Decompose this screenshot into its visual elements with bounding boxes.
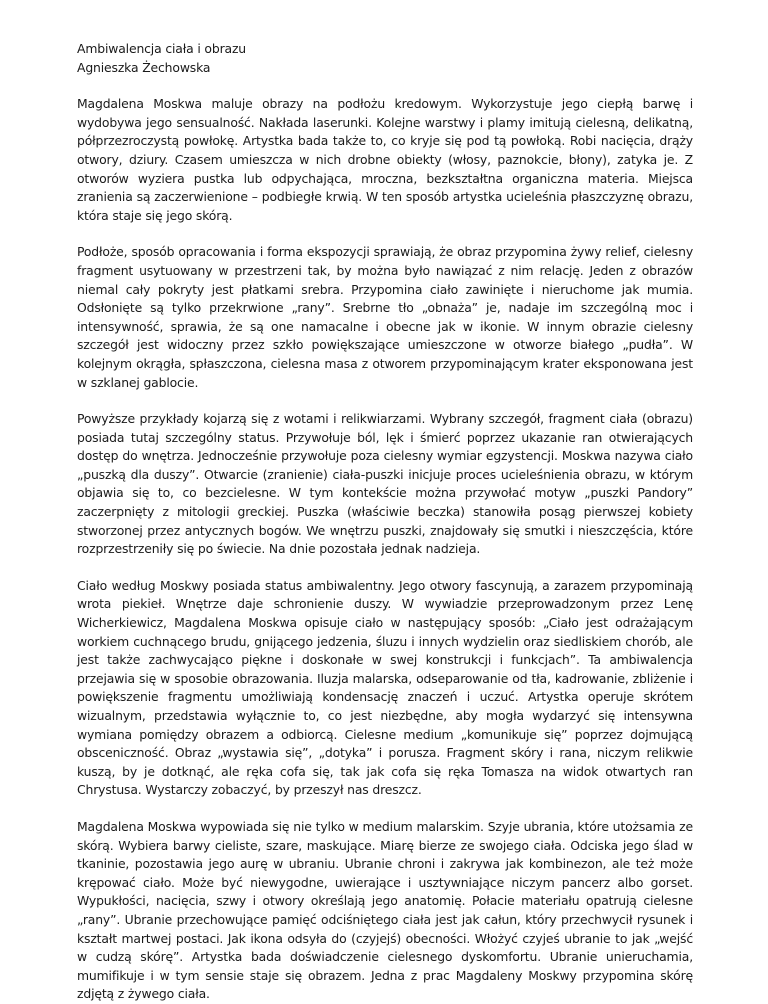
paragraph-5: Magdalena Moskwa wypowiada się nie tylko w medium malarskim. Szyje ubrania, które utożsamia ze skórą. Wybiera barwy cieliste, szare, maskujące. Miarę bierze ze swojego ciała. Odciska jego ślad w tkaninie, pozostawia jego aurę w ubraniu. Ubranie chroni i zakrywa jak kombinezon, ale też może krępować ciało. Może być niewygodne, uwierające i usztywniające niczym pancerz albo gorset. Wypukłości, nacięcia, szwy i otwory określają jego anatomię. Połacie materiału opatrują cielesne „rany”. Ubranie przechowujące pamięć odciśniętego ciała jest jak całun, który przechwycił rysunek i kształt martwej postaci. Jak ikona odsyła do (czyjejś) obecności. Włożyć czyjeś ubranie to jak „wejść w cudzą skórę”. Artystka bada doświadczenie cielesnego dyskomfortu. Ubranie unieruchamia, mumifikuje i w tym sensie staje się obrazem. Jedna z prac Magdaleny Moskwy przypomina skórę zdjętą z żywego ciała. [77,818,693,1002]
paragraph-4: Ciało według Moskwy posiada status ambiwalentny. Jego otwory fascynują, a zarazem przypominają wrota piekieł. Wnętrze daje schronienie duszy. W wywiadzie przeprowadzonym przez Lenę Wicherkiewicz, Magdalena Moskwa opisuje ciało w następujący sposób: „Ciało jest odrażającym workiem cuchnącego brudu, gnijącego jedzenia, śluzu i innych wydzielin oraz siedliskiem chorób, ale jest także zachwycająco piękne i doskonałe w swej konstrukcji i funkcjach”. Ta ambiwalencja przejawia się w sposobie obrazowania. Iluzja malarska, odseparowanie od tła, kadrowanie, zbliżenie i powiększenie fragmentu umożliwiają kondensację znaczeń i uczuć. Artystka operuje skrótem wizualnym, przedstawia wyłącznie to, co jest niezbędne, aby mogła wydarzyć się intensywna wymiana pomiędzy obrazem a odbiorcą. Cielesne medium „komunikuje się” poprzez dojmującą obsceniczność. Obraz „wystawia się”, „dotyka” i porusza. Fragment skóry i rana, niczym relikwie kuszą, by je dotknąć, ale ręka cofa się, tak jak cofa się ręka Tomasza na widok otwartych ran Chrystusa. Wystarczy zobaczyć, by przeszył nas dreszcz. [77,577,693,798]
document-author: Agnieszka Żechowska [77,59,211,75]
document-title: Ambiwalencja ciała i obrazu [77,41,247,56]
document-page [77,40,693,1004]
paragraph-1: Magdalena Moskwa maluje obrazy na podłożu kredowym. Wykorzystuje jego ciepłą barwę i wydobywa jego sensualność. Nakłada laserunki. Kolejne warstwy i plamy imitują cielesną, delikatną, półprzezroczystą powłokę. Artystka bada także to, co kryje się pod tą powłoką. Robi nacięcia, drąży otwory, dziury. Czasem umieszcza w nich drobne obiekty (włosy, paznokcie, błony), zatyka je. Z otworów wyziera pustka lub odpychająca, mroczna, bezkształtna organiczna materia. Miejsca zranienia są zaczerwienione – podbiegłe krwią. W ten sposób artystka ucieleśnia płaszczyznę obrazu, która staje się jego skórą. [77,96,693,223]
document-header [77,40,693,77]
paragraph-3: Powyższe przykłady kojarzą się z wotami i relikwiarzami. Wybrany szczegół, fragment ciała (obrazu) posiada tutaj szczególny status. Przywołuje ból, lęk i śmierć poprzez ukazanie ran otwierających dostęp do wnętrza. Jednocześnie przywołuje poza cielesny wymiar egzystencji. Moskwa nazywa ciało „puszką dla duszy”. Otwarcie (zranienie) ciała-puszki inicjuje proces ucieleśnienia obrazu, w którym objawia się to, co bezcielesne. W tym kontekście można przywołać motyw „puszki Pandory” zaczerpnięty z mitologii greckiej. Puszka (właściwie beczka) stanowiła posąg pierwszej kobiety stworzonej przez antycznych bogów. We wnętrzu puszki, znajdowały się smutki i nieszczęścia, które rozprzestrzeniły się po świecie. Na dnie pozostała jednak nadzieja. [77,411,693,557]
paragraph-2: Podłoże, sposób opracowania i forma ekspozycji sprawiają, że obraz przypomina żywy relief, cielesny fragment usytuowany w przestrzeni tak, by można było nawiązać z nim relację. Jeden z obrazów niemal cały pokryty jest płatkami srebra. Przypomina ciało zawinięte i nieruchome jak mumia. Odsłonięte są tylko przekrwione „rany”. Srebrne tło „obnaża” je, nadaje im szczególną moc i intensywność, sprawia, że są one namacalne i obecne jak w ikonie. W innym obrazie cielesny szczegół jest widoczny przez szkło powiększające umieszczone w otworze białego „pudła”. W kolejnym okrągła, spłaszczona, cielesna masa z otworem przypominającym krater eksponowana jest w szklanej gablocie. [77,244,693,390]
